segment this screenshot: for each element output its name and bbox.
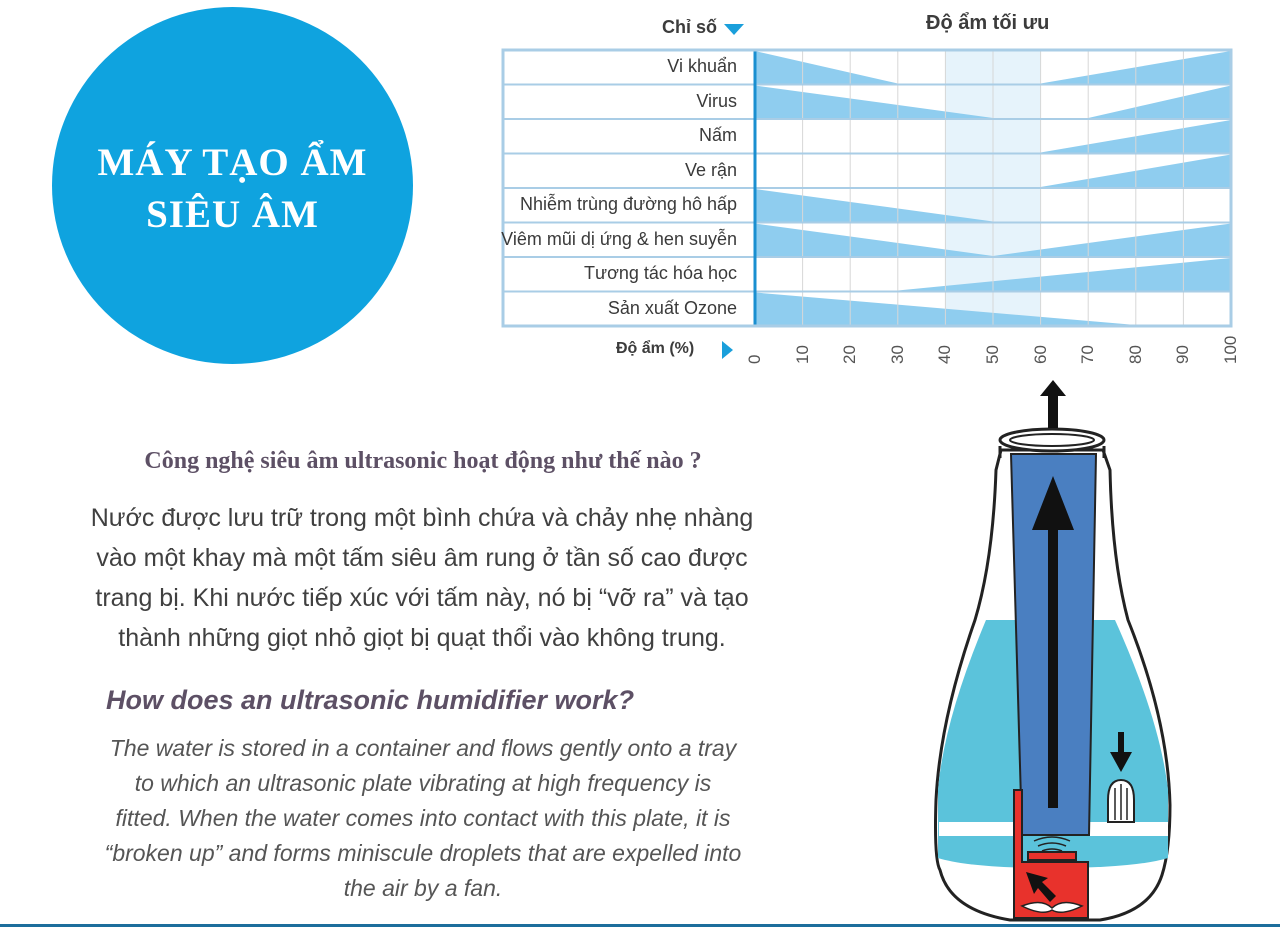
x-tick-label: 100: [1221, 335, 1240, 364]
question-en: How does an ultrasonic humidifier work?: [106, 685, 635, 715]
body-vi-line: thành những giọt nhỏ giọt bị quạt thổi vào không trung.: [118, 624, 726, 652]
row-label: Virus: [696, 90, 737, 111]
x-tick-label: 80: [1125, 345, 1145, 364]
body-vi-line: Nước được lưu trữ trong một bình chứa và chảy nhẹ nhàng: [90, 504, 754, 532]
humidifier-diagram: [900, 380, 1200, 925]
x-tick-label: 30: [887, 345, 907, 364]
title-line-1: MÁY TẠO ẨM: [97, 141, 368, 184]
question-vi: Công nghệ siêu âm ultrasonic hoạt động như thế nào ?: [144, 448, 702, 474]
chart-x-label: Độ ẩm (%): [616, 340, 695, 357]
row-label: Vi khuẩn: [667, 56, 737, 77]
x-tick-label: 90: [1173, 345, 1193, 364]
body-en-line: the air by a fan.: [343, 875, 503, 901]
body-vi: [52, 498, 792, 658]
x-tick-label: 50: [983, 345, 1002, 364]
x-tick-label: 0: [745, 354, 764, 364]
chart-y-label: Chỉ số: [662, 17, 718, 37]
x-tick-label: 40: [935, 345, 955, 364]
x-tick-label: 60: [1030, 345, 1050, 364]
ultrasonic-plate-icon: [1028, 852, 1076, 860]
body-vi-line: trang bị. Khi nước tiếp xúc với tấm này, nó bị “vỡ ra” và tạo: [95, 584, 749, 612]
body-en-line: to which an ultrasonic plate vibrating at high frequency is: [134, 770, 712, 796]
row-label: Sản xuất Ozone: [607, 297, 737, 318]
body-en-line: fitted. When the water comes into contact with this plate, it is: [115, 805, 731, 831]
chart-title: Độ ẩm tối ưu: [926, 12, 1050, 34]
mist-outlet: [1000, 429, 1104, 451]
x-tick-label: 70: [1078, 345, 1098, 364]
body-vi-line: vào một khay mà một tấm siêu âm rung ở tần số cao được: [96, 544, 748, 572]
float-valve: [1108, 780, 1134, 822]
row-label: Ve rận: [684, 159, 737, 180]
x-tick-label: 10: [792, 345, 812, 364]
row-label: Tương tác hóa học: [584, 263, 737, 284]
row-label: Viêm mũi dị ứng & hen suyễn: [501, 228, 737, 249]
x-tick-label: 20: [840, 345, 860, 364]
row-label: Nấm: [698, 125, 737, 146]
body-en: [60, 731, 786, 906]
body-en-line: The water is stored in a container and flows gently onto a tray: [109, 735, 737, 761]
body-en-line: “broken up” and forms miniscule droplets that are expelled into: [104, 840, 742, 866]
mist-arrow-up-icon: [1040, 380, 1066, 428]
row-label: Nhiễm trùng đường hô hấp: [520, 194, 737, 215]
title-line-2: SIÊU ÂM: [146, 193, 319, 236]
